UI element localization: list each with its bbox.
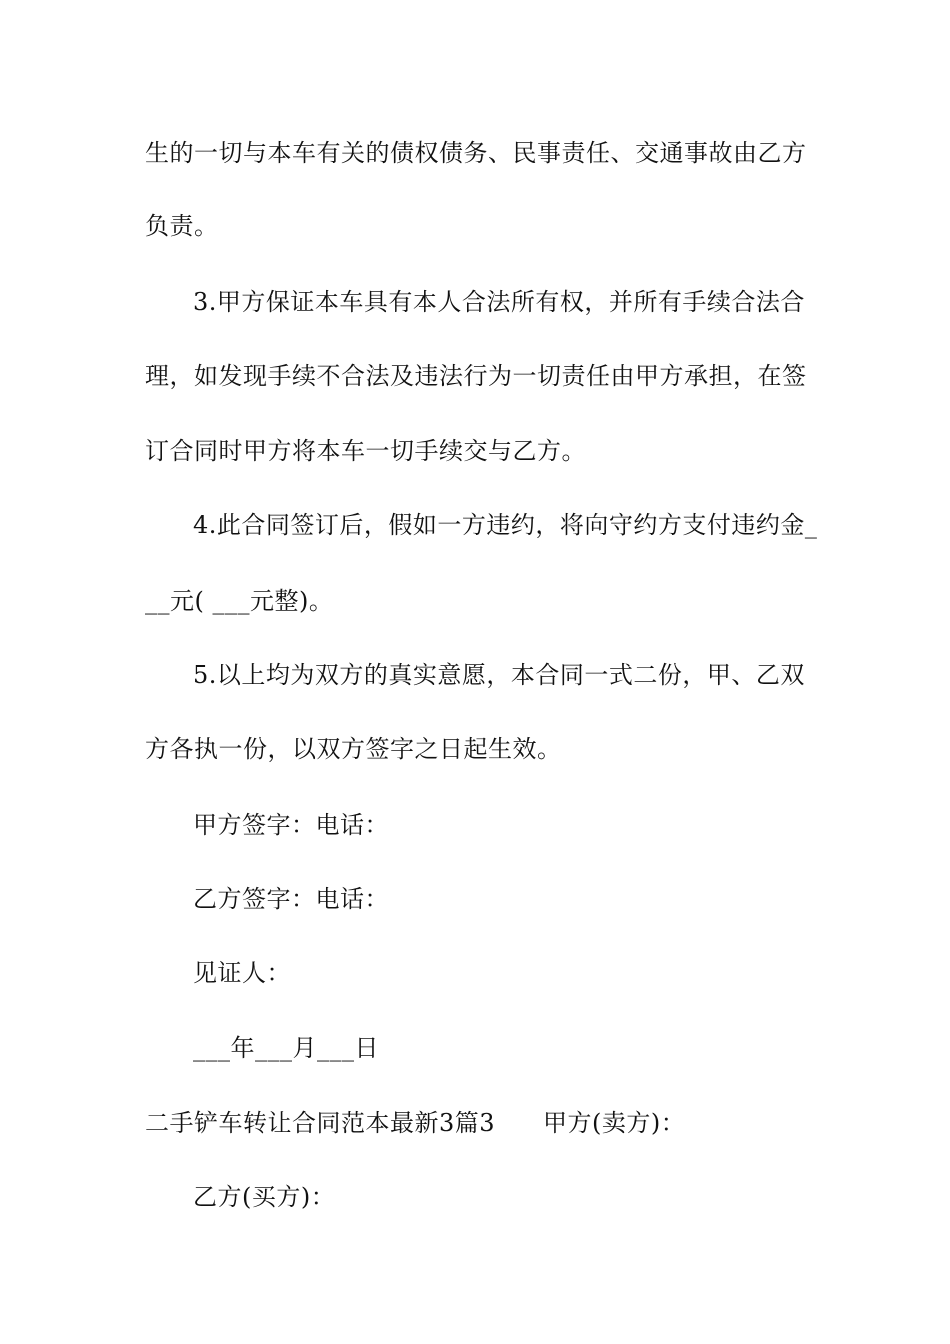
body-line: 生的一切与本车有关的债权债务、民事责任、交通事故由乙方 [145, 139, 807, 167]
party-b-label: 乙方(买方)： [193, 1183, 336, 1211]
party-b-signature-line: 乙方签字：电话： [193, 885, 389, 913]
clause-4-line: 4.此合同签订后，假如一方违约，将向守约方支付违约金_ [193, 511, 818, 539]
body-line: 负责。 [145, 212, 219, 240]
clause-3-line: 3.甲方保证本车具有本人合法所有权，并所有手续合法合 [193, 288, 805, 316]
clause-5-line: 5.以上均为双方的真实意愿，本合同一式二份，甲、乙双 [193, 661, 805, 689]
body-line: 理，如发现手续不合法及违法行为一切责任由甲方承担，在签 [145, 362, 807, 390]
body-line: 方各执一份，以双方签字之日起生效。 [145, 735, 562, 763]
body-line: __元( ___元整)。 [145, 587, 334, 615]
body-line: 订合同时甲方将本车一切手续交与乙方。 [145, 437, 586, 465]
section-title: 二手铲车转让合同范本最新3篇3 [145, 1109, 496, 1137]
party-a-signature-line: 甲方签字：电话： [193, 811, 389, 839]
witness-line: 见证人： [193, 959, 291, 987]
party-a-label: 甲方(卖方)： [543, 1109, 686, 1137]
date-line: ___年___月___日 [193, 1034, 379, 1062]
